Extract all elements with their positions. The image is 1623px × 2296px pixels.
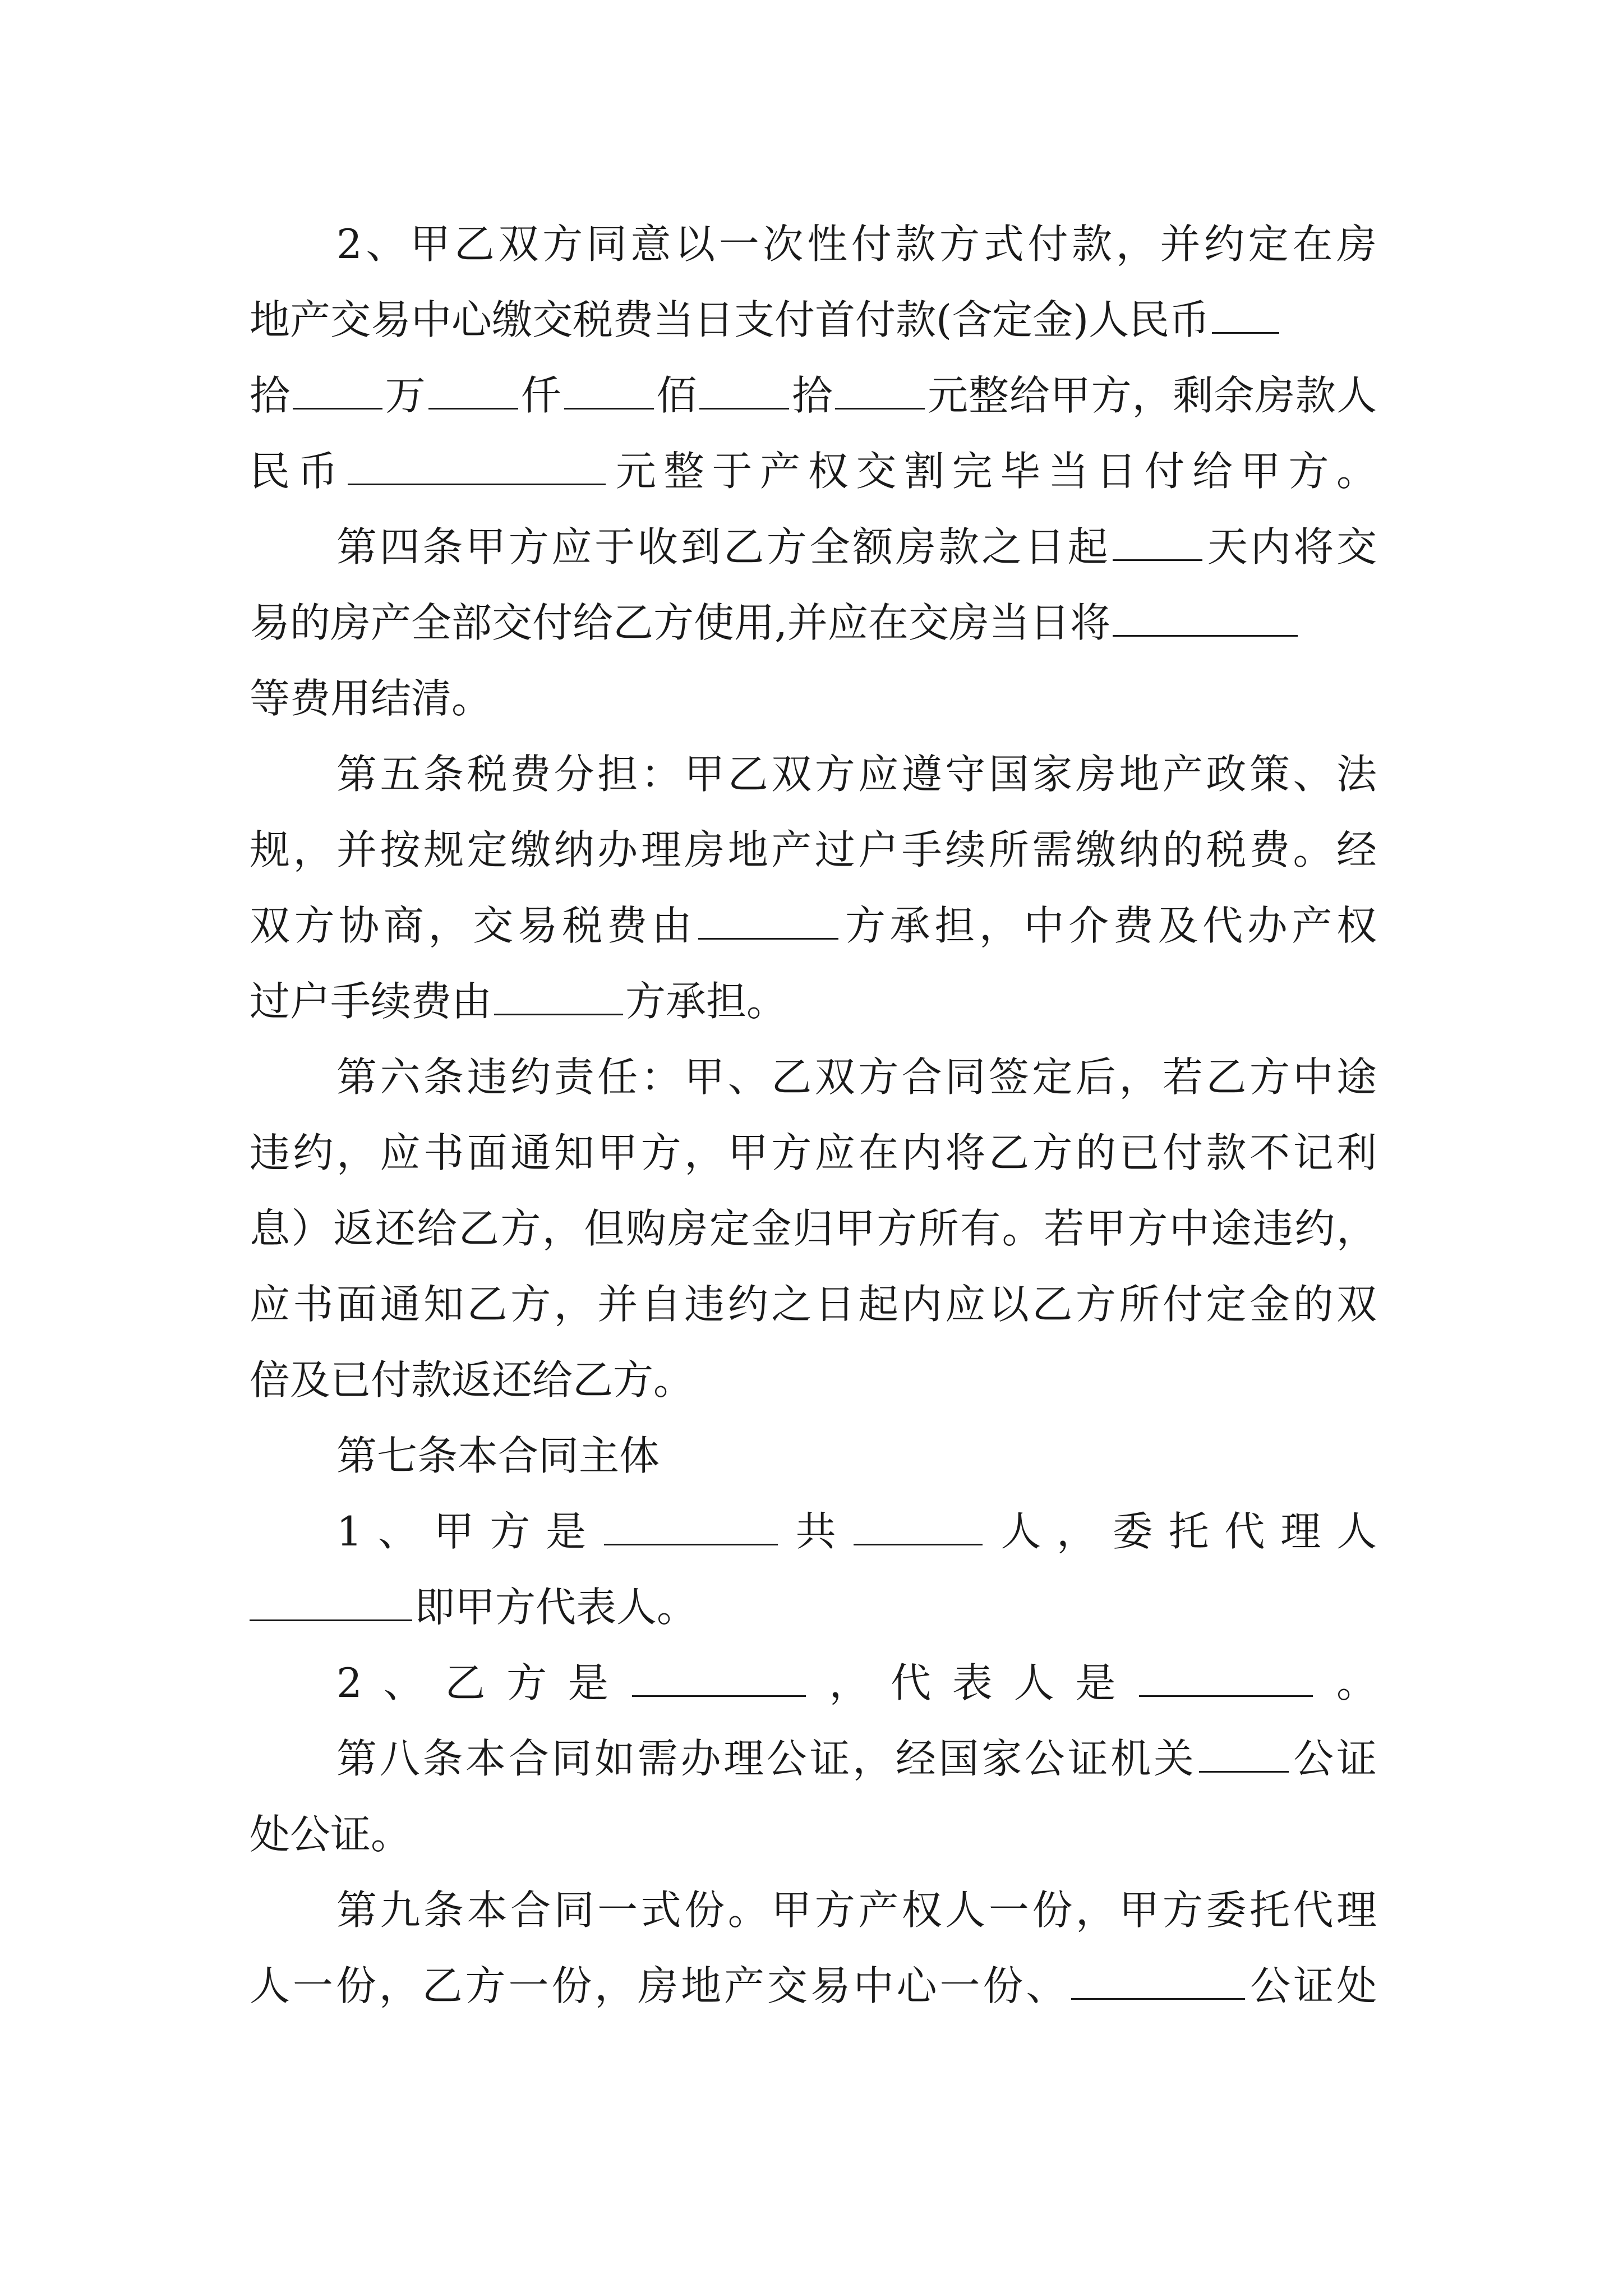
fill-blank — [1113, 520, 1202, 561]
paragraph-line: 第五条税费分担：甲乙双方应遵守国家房地产政策、法 — [336, 751, 1377, 798]
paragraph-line — [250, 1958, 1377, 2014]
fill-blank — [293, 369, 382, 409]
text-run: 地产交易中心缴交税费当日支付首付款(含定金)人民币 — [250, 296, 1210, 343]
text-run: 民币 — [250, 448, 346, 495]
fill-blank — [604, 1504, 778, 1545]
fill-blank — [698, 899, 838, 940]
paragraph-line — [336, 1731, 1377, 1787]
text-run: 人一份，乙方一份，房地产交易中心一份、 — [250, 1962, 1069, 2009]
fill-blank — [1212, 293, 1279, 334]
paragraph-line — [336, 519, 1377, 575]
text-run: 仟 — [520, 372, 562, 419]
paragraph-line — [336, 1655, 1377, 1711]
fill-blank — [250, 1580, 412, 1621]
paragraph-line — [336, 1503, 1377, 1559]
text-run: 双方协商，交易税费由 — [250, 902, 697, 949]
paragraph-line — [250, 292, 1377, 348]
fill-blank — [835, 369, 925, 409]
text-run: 拾 — [250, 372, 291, 419]
text-run: 公证 — [1290, 1735, 1377, 1782]
fill-blank — [1113, 596, 1298, 637]
text-run: 元整于产权交割完毕当日付给甲方。 — [608, 448, 1377, 495]
text-run: 拾 — [791, 372, 833, 419]
paragraph-line — [250, 898, 1377, 954]
text-run: 公证处 — [1247, 1962, 1377, 2009]
text-run: 方承担，中介费及代办产权 — [841, 902, 1377, 949]
paragraph-line: 违约，应书面通知甲方，甲方应在内将乙方的已付款不记利 — [250, 1129, 1377, 1176]
text-run: 共 — [780, 1508, 852, 1555]
fill-blank — [428, 369, 518, 409]
text-run: ，代表人是 — [808, 1659, 1137, 1706]
fill-blank — [1199, 1732, 1289, 1773]
paragraph-line — [250, 1579, 1377, 1635]
text-run: 第四条甲方应于收到乙方全额房款之日起 — [336, 523, 1111, 570]
text-run: 2、乙方是 — [336, 1659, 630, 1706]
text-run: 元整给甲方，剩余房款人 — [927, 372, 1377, 419]
paragraph-line — [250, 367, 1377, 424]
fill-blank — [494, 974, 623, 1015]
fill-blank — [854, 1504, 983, 1545]
paragraph-line: 第九条本合同一式份。甲方产权人一份，甲方委托代理 — [336, 1887, 1377, 1934]
paragraph-line: 倍及已付款返还给乙方。 — [250, 1356, 694, 1404]
text-run: 天内将交 — [1205, 523, 1377, 570]
paragraph-line: 息）返还给乙方，但购房定金归甲方所有。若甲方中途违约， — [250, 1205, 1377, 1252]
paragraph-line: 第七条本合同主体 — [336, 1432, 660, 1479]
text-run: 1、甲方是 — [336, 1508, 602, 1555]
paragraph-line: 处公证。 — [250, 1811, 412, 1858]
text-run: 人，委托代理人 — [985, 1508, 1377, 1555]
text-run: 第八条本合同如需办理公证，经国家公证机关 — [336, 1735, 1197, 1782]
fill-blank — [564, 369, 654, 409]
fill-blank — [348, 444, 606, 485]
paragraph-line: 规，并按规定缴纳办理房地产过户手续所需缴纳的税费。经 — [250, 826, 1377, 873]
fill-blank — [1139, 1656, 1313, 1697]
paragraph-line — [250, 595, 1377, 651]
fill-blank — [1071, 1959, 1245, 2000]
text-run: 即甲方代表人。 — [414, 1584, 698, 1631]
paragraph-line: 等费用结清。 — [250, 675, 492, 722]
text-run: 。 — [1315, 1659, 1377, 1706]
text-run: 过户手续费由 — [250, 978, 492, 1025]
paragraph-line: 2、甲乙双方同意以一次性付款方式付款，并约定在房 — [336, 220, 1377, 268]
text-run: 方承担。 — [625, 978, 787, 1025]
text-run: 佰 — [656, 372, 698, 419]
text-run: 万 — [384, 372, 426, 419]
paragraph-line: 第六条违约责任：甲、乙双方合同签定后，若乙方中途 — [336, 1053, 1377, 1101]
fill-blank — [699, 369, 789, 409]
paragraph-line: 应书面通知乙方，并自违约之日起内应以乙方所付定金的双 — [250, 1281, 1377, 1328]
paragraph-line — [250, 973, 1377, 1029]
text-run: 易的房产全部交付给乙方使用,并应在交房当日将 — [250, 599, 1110, 646]
paragraph-line — [250, 443, 1377, 499]
fill-blank — [632, 1656, 806, 1697]
